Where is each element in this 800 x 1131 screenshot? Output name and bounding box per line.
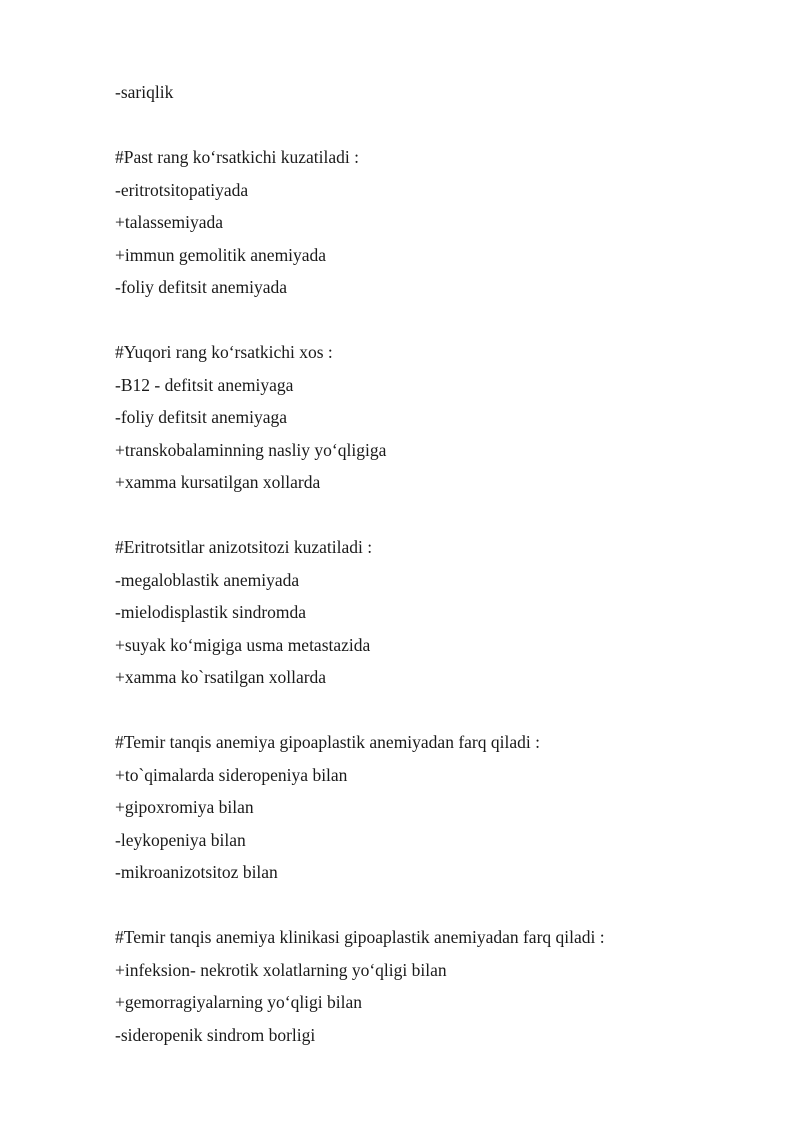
answer-option: +suyak ko‘migiga usma metastazida: [115, 634, 371, 655]
question-heading: #Temir tanqis anemiya klinikasi gipoaplastik anemiyadan farq qiladi :: [115, 927, 605, 947]
question-heading: #Yuqori rang ko‘rsatkichi xos :: [115, 342, 333, 362]
answer-option: +gipoxromiya bilan: [115, 797, 254, 817]
document-content: [115, 76, 755, 1051]
answer-option: -foliy defitsit anemiyaga: [115, 407, 288, 427]
question-heading: #Past rang ko‘rsatkichi kuzatiladi :: [115, 147, 359, 167]
spacer: [115, 889, 755, 922]
answer-option: +xamma ko`rsatilgan xollarda: [115, 667, 327, 687]
answer-option: -eritrotsitopatiyada: [115, 179, 249, 200]
answer-option: -B12 - defitsit anemiyaga: [115, 374, 294, 395]
answer-option: +gemorragiyalarning yo‘qligi bilan: [115, 992, 363, 1012]
intro-line: -sariqlik: [115, 82, 174, 102]
answer-option: +to`qimalarda sideropeniya bilan: [115, 764, 348, 785]
spacer: [115, 694, 755, 727]
answer-option: -sideropenik sindrom borligi: [115, 1024, 316, 1045]
spacer: [115, 499, 755, 532]
answer-option: +infeksion- nekrotik xolatlarning yo‘qligi bilan: [115, 959, 447, 980]
answer-option: +talassemiyada: [115, 212, 224, 232]
answer-option: -leykopeniya bilan: [115, 829, 246, 850]
spacer: [115, 304, 755, 337]
question-heading: #Eritrotsitlar anizotsitozi kuzatiladi :: [115, 537, 373, 557]
answer-option: +xamma kursatilgan xollarda: [115, 472, 321, 492]
answer-option: +transkobalaminning nasliy yo‘qligiga: [115, 439, 387, 460]
answer-option: +immun gemolitik anemiyada: [115, 244, 327, 265]
spacer: [115, 109, 755, 142]
question-heading: #Temir tanqis anemiya gipoaplastik anemiyadan farq qiladi :: [115, 732, 540, 752]
answer-option: -mikroanizotsitoz bilan: [115, 862, 278, 882]
answer-option: -mielodisplastik sindromda: [115, 602, 307, 622]
answer-option: -foliy defitsit anemiyada: [115, 277, 288, 297]
answer-option: -megaloblastik anemiyada: [115, 569, 300, 590]
